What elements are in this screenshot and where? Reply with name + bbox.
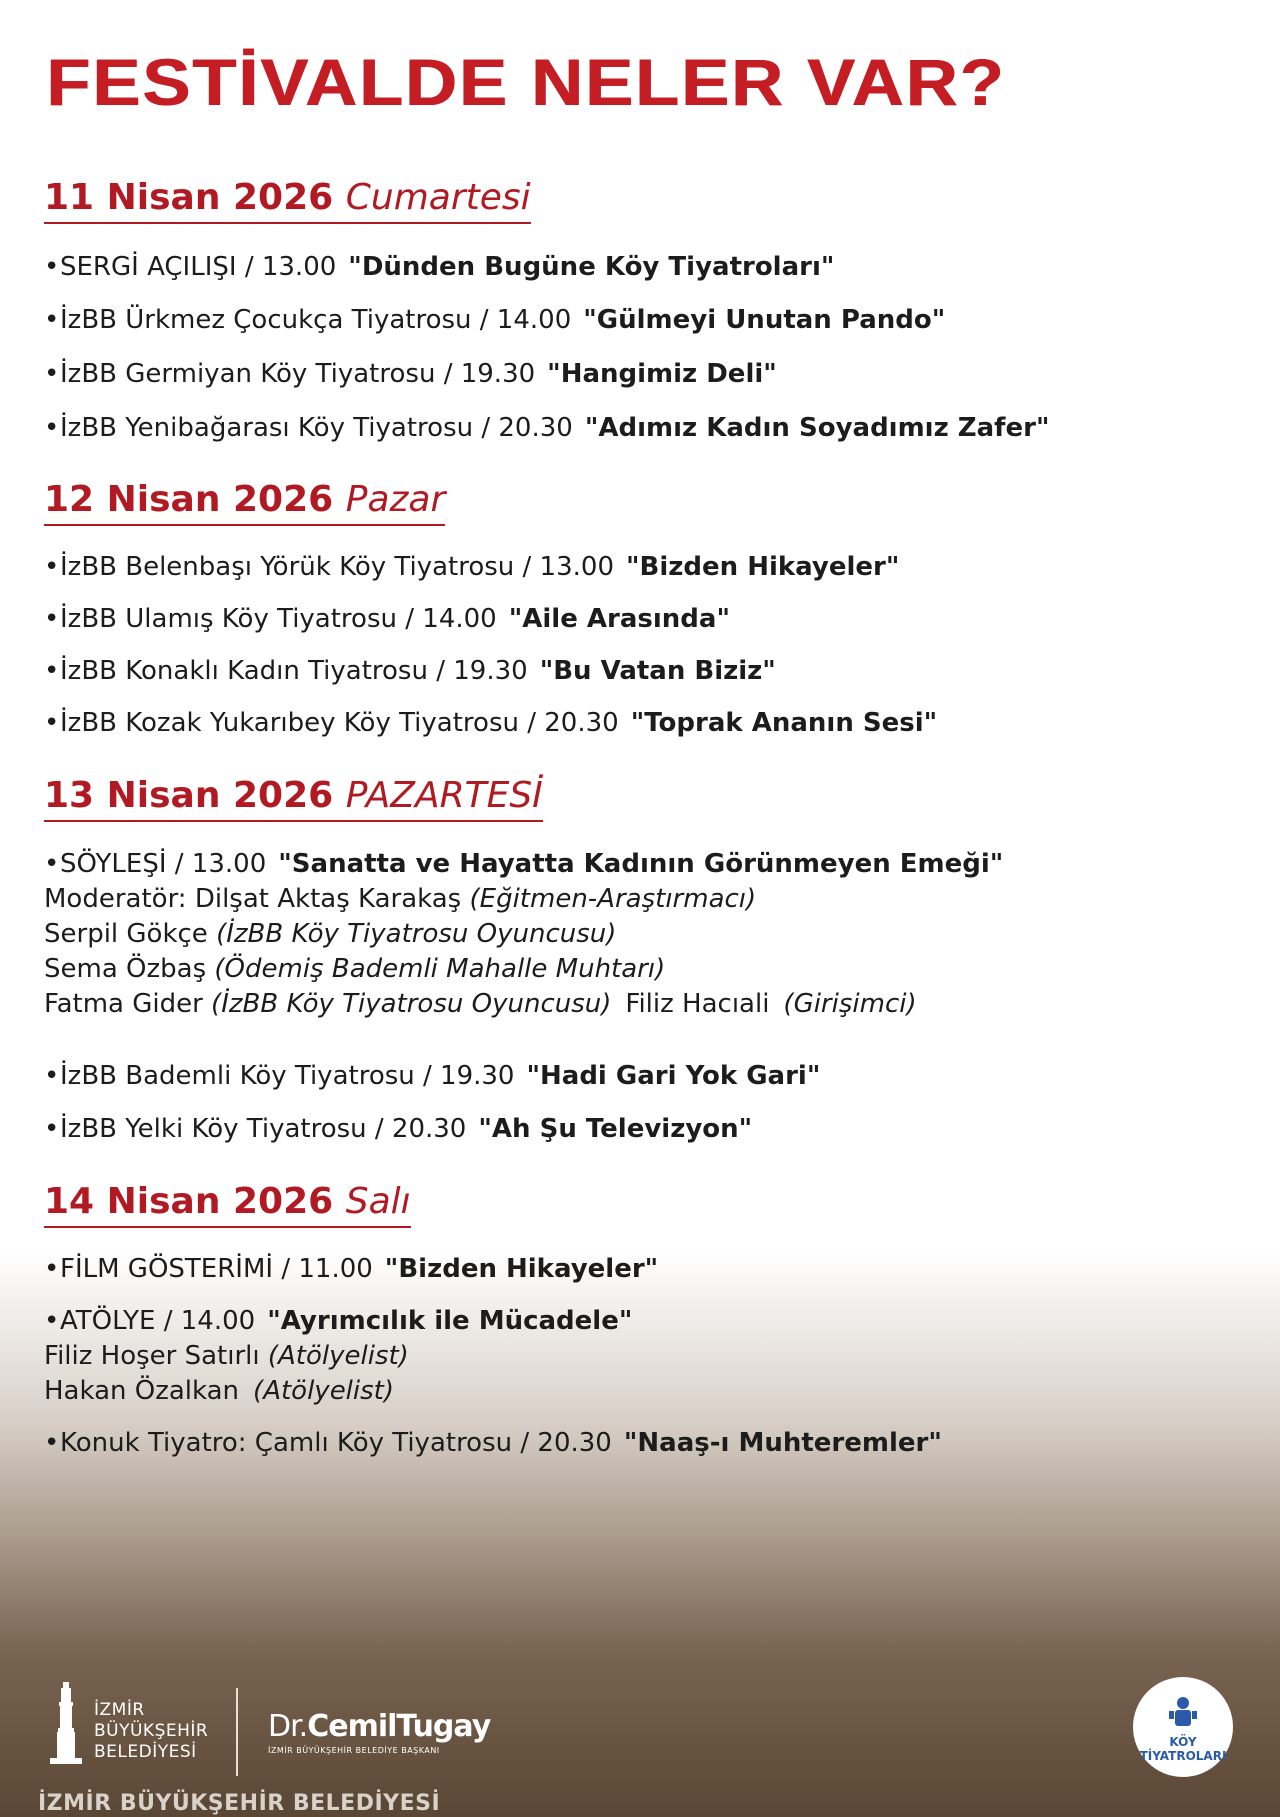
event-title: "Bizden Hikayeler": [384, 1254, 659, 1284]
event-text: SÖYLEŞİ / 13.00: [60, 849, 267, 879]
ibb-logo-line: İZMİR: [94, 1700, 145, 1720]
event-title: "Gülmeyi Unutan Pando": [583, 305, 946, 335]
ibb-logo-text: [94, 1700, 208, 1763]
participant-name: Filiz Hacıali: [625, 989, 770, 1019]
event-text: İzBB Bademli Köy Tiyatrosu / 19.30: [60, 1061, 515, 1091]
mayor-signature: [268, 1709, 491, 1755]
participant-line: [44, 921, 616, 947]
participant-name: Hakan Özalkan: [44, 1376, 240, 1406]
bullet-icon: •: [44, 413, 60, 443]
participant-role: (Eğitmen-Araştırmacı): [469, 884, 757, 914]
day-heading: [44, 177, 531, 224]
event-text: FİLM GÖSTERİMİ / 11.00: [60, 1254, 373, 1284]
day-heading: [44, 775, 543, 822]
bullet-icon: •: [44, 1306, 60, 1336]
event-text: İzBB Ürkmez Çocukça Tiyatrosu / 14.00: [60, 305, 572, 335]
participant-line: [44, 886, 756, 912]
participant-role: (Atölyelist): [267, 1341, 409, 1371]
day-date: 12 Nisan 2026: [44, 479, 334, 520]
event-title: "Naaş-ı Muhteremler": [623, 1428, 942, 1458]
event-item: [44, 851, 1003, 877]
day-date: 13 Nisan 2026: [44, 775, 334, 816]
event-title: "Bizden Hikayeler": [626, 552, 900, 582]
event-text: İzBB Kozak Yukarıbey Köy Tiyatrosu / 20.30: [60, 708, 619, 738]
logo-line: TİYATROLARI: [1139, 1749, 1227, 1763]
participant-role: (İzBB Köy Tiyatrosu Oyuncusu): [211, 989, 612, 1019]
bullet-icon: •: [44, 552, 60, 582]
event-text: İzBB Ulamış Köy Tiyatrosu / 14.00: [60, 604, 497, 634]
event-title: "Toprak Ananın Sesi": [630, 708, 938, 738]
day-date: 14 Nisan 2026: [44, 1181, 334, 1222]
event-item: [44, 1430, 942, 1456]
event-item: [44, 361, 777, 387]
event-text: İzBB Germiyan Köy Tiyatrosu / 19.30: [60, 359, 536, 389]
logo-line: KÖY: [1169, 1735, 1197, 1749]
mayor-title: İZMİR BÜYÜKŞEHİR BELEDİYE BAŞKANI: [268, 1746, 440, 1755]
event-title: "Dünden Bugüne Köy Tiyatroları": [348, 252, 835, 282]
event-title: "Aile Arasında": [508, 604, 730, 634]
mayor-name: CemilTugay: [307, 1709, 491, 1744]
page-title: FESTİVALDE NELER VAR?: [46, 46, 1006, 120]
event-title: "Ah Şu Televizyon": [478, 1114, 753, 1144]
participant-line: [44, 1378, 394, 1404]
participant-line: [44, 956, 665, 982]
event-title: "Sanatta ve Hayatta Kadının Görünmeyen Emeği": [278, 849, 1004, 879]
participant-line: [44, 1343, 409, 1369]
event-item: [44, 710, 937, 736]
event-title: "Ayrımcılık ile Mücadele": [267, 1306, 633, 1336]
koy-tiyatrolari-logo: [1133, 1677, 1233, 1777]
izmir-clock-tower-icon: [46, 1680, 86, 1770]
event-title: "Bu Vatan Biziz": [539, 656, 776, 686]
event-item: [44, 1116, 752, 1142]
event-item: [44, 254, 834, 280]
participant-line: [44, 991, 917, 1017]
day-name: Pazar: [345, 479, 446, 520]
participant-name: Fatma Gider: [44, 989, 203, 1019]
event-text: İzBB Yelki Köy Tiyatrosu / 20.30: [60, 1114, 467, 1144]
event-item: [44, 1308, 632, 1334]
bullet-icon: •: [44, 359, 60, 389]
event-item: [44, 1256, 658, 1282]
bullet-icon: •: [44, 1254, 60, 1284]
day-name: Cumartesi: [345, 177, 531, 218]
bullet-icon: •: [44, 1428, 60, 1458]
bullet-icon: •: [44, 1114, 60, 1144]
event-text: ATÖLYE / 14.00: [60, 1306, 256, 1336]
event-text: SERGİ AÇILIŞI / 13.00: [60, 252, 337, 282]
participant-role: (İzBB Köy Tiyatrosu Oyuncusu): [216, 919, 617, 949]
day-date: 11 Nisan 2026: [44, 177, 334, 218]
event-item: [44, 554, 899, 580]
theater-figure-icon: [1167, 1695, 1199, 1731]
event-text: İzBB Yenibağarası Köy Tiyatrosu / 20.30: [60, 413, 573, 443]
day-heading: [44, 479, 446, 526]
participant-name: Serpil Gökçe: [44, 919, 208, 949]
watermark-strip: [0, 1787, 1280, 1817]
bullet-icon: •: [44, 708, 60, 738]
bullet-icon: •: [44, 656, 60, 686]
event-item: [44, 658, 776, 684]
footer-divider: [236, 1688, 238, 1776]
participant-role: (Ödemiş Bademli Mahalle Muhtarı): [214, 954, 666, 984]
event-text: Konuk Tiyatro: Çamlı Köy Tiyatrosu / 20.30: [60, 1428, 612, 1458]
participant-name: Sema Özbaş: [44, 954, 207, 984]
bullet-icon: •: [44, 305, 60, 335]
participant-name: Filiz Hoşer Satırlı: [44, 1341, 260, 1371]
event-item: [44, 606, 730, 632]
event-title: "Adımız Kadın Soyadımız Zafer": [584, 413, 1050, 443]
bullet-icon: •: [44, 604, 60, 634]
event-item: [44, 307, 945, 333]
event-text: İzBB Belenbaşı Yörük Köy Tiyatrosu / 13.00: [60, 552, 614, 582]
bullet-icon: •: [44, 1061, 60, 1091]
day-name: PAZARTESİ: [345, 775, 543, 816]
participant-role: (Atölyelist): [253, 1376, 395, 1406]
event-item: [44, 415, 1050, 441]
event-title: "Hangimiz Deli": [547, 359, 777, 389]
event-text: İzBB Konaklı Kadın Tiyatrosu / 19.30: [60, 656, 528, 686]
day-heading: [44, 1181, 411, 1228]
participant-name: Moderatör: Dilşat Aktaş Karakaş: [44, 884, 462, 914]
event-title: "Hadi Gari Yok Gari": [526, 1061, 821, 1091]
watermark-text: İZMİR BÜYÜKŞEHİR BELEDİYESİ: [38, 1791, 441, 1816]
mayor-prefix: Dr.: [268, 1709, 308, 1744]
participant-role: (Girişimci): [783, 989, 917, 1019]
ibb-logo-line: BÜYÜKŞEHİR: [94, 1721, 209, 1741]
ibb-logo-line: BELEDİYESİ: [94, 1742, 197, 1762]
event-item: [44, 1063, 820, 1089]
day-name: Salı: [345, 1181, 411, 1222]
bullet-icon: •: [44, 849, 60, 879]
bullet-icon: •: [44, 252, 60, 282]
